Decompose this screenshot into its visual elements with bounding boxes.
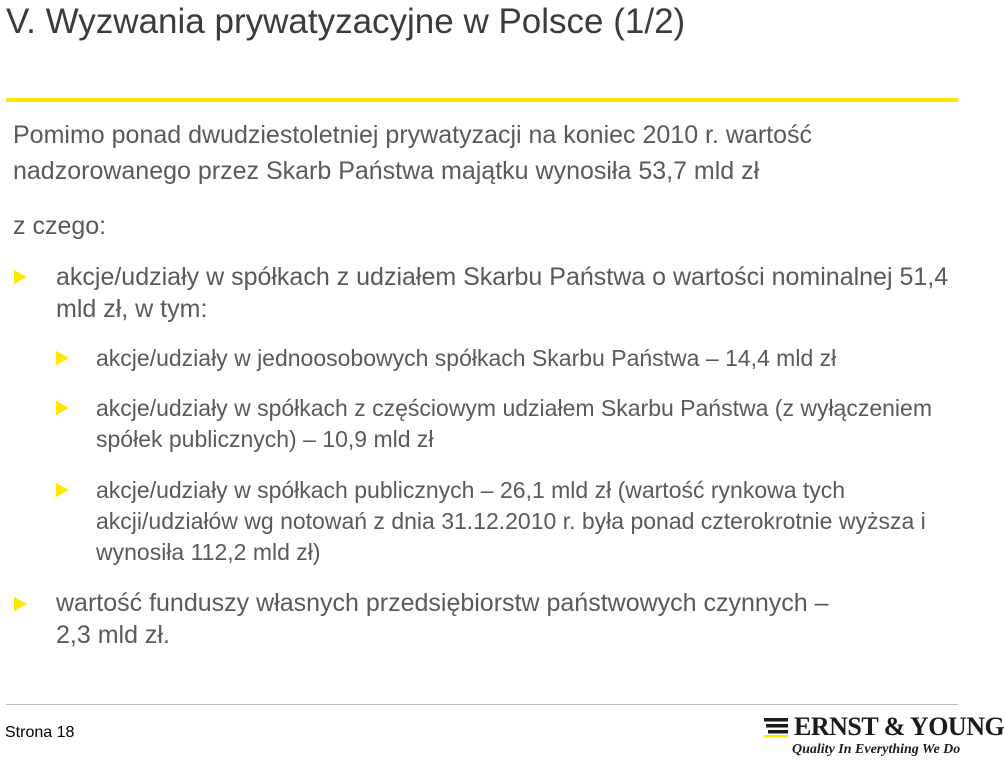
- page-number: Strona 18: [5, 724, 75, 741]
- sub-list-item: akcje/udziały w jednoosobowych spółkach Skarbu Państwa – 14,4 mld zł: [96, 345, 837, 371]
- sub-list-item: akcje/udziały w spółkach z częściowym udziałem Skarbu Państwa (z wyłączeniem spółek publicznych) – 10,9 mld zł: [96, 395, 932, 452]
- sub-list-item: akcje/udziały w spółkach publicznych – 26,1 mld zł (wartość rynkowa tych akcji/udziałów wg notowań z dnia 31.12.2010 r. była ponad czterokrotnie wyższa i wynosiła 112,2 mld zł): [96, 477, 926, 565]
- bullet-arrow-icon: [56, 351, 69, 365]
- bullet-arrow-icon: [14, 597, 27, 611]
- bullet-arrow-icon: [56, 401, 69, 415]
- logo-tagline: Quality In Everything We Do: [792, 742, 961, 757]
- bullet-arrow-icon: [14, 270, 27, 284]
- slide-title: V. Wyzwania prywatyzacyjne w Polsce (1/2): [6, 2, 686, 41]
- bullet-arrow-icon: [56, 483, 69, 497]
- intro-line-2: nadzorowanego przez Skarb Państwa majątku wynosiła 53,7 mld zł: [13, 157, 760, 185]
- intro-z-czego: z czego:: [13, 212, 107, 240]
- footer-divider: [6, 704, 958, 705]
- ernst-young-logo: [764, 712, 1004, 762]
- list-item: wartość funduszy własnych przedsiębiorstw państwowych czynnych – 2,3 mld zł.: [56, 589, 829, 649]
- ernst-young-mark-icon: [764, 716, 790, 738]
- intro-line-1: Pomimo ponad dwudziestoletniej prywatyzacji na koniec 2010 r. wartość: [13, 121, 813, 149]
- logo-wordmark: ERNST & YOUNG: [794, 712, 1004, 741]
- list-item: akcje/udziały w spółkach z udziałem Skarbu Państwa o wartości nominalnej 51,4 mld zł, w tym:: [56, 263, 949, 323]
